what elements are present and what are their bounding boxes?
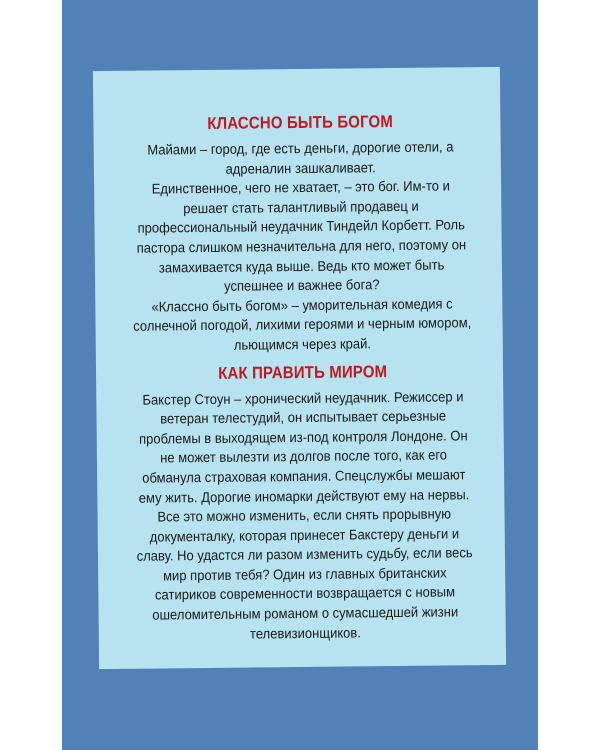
section-2-paragraph-1: Бакстер Стоун – хронический неудачник. Режиссер и ветеран телестудий, он испытывает серьезные проблемы в выходящем из-под контроля Лондоне. Он не может вылезти из долгов после того, как его обманула страховая компания. Спецслужбы мешают ему жить. Дорогие иномарки действуют ему на нервы. Все это можно изменить, если снять прорывную документалку, которая принесет Бакстеру деньги и славу. Но удастся ли разом изменить судьбу, если весь мир против тебя? Один из главных британских сатириков современности возвращается с новым ошеломительным романом о сумасшедшей жизни телевизионщиков. [136, 387, 473, 642]
section-1-title: КЛАССНО БЫТЬ БОГОМ [207, 112, 394, 133]
section-1-paragraph-1: Майами – город, где есть деньги, дорогие отели, а адреналин зашкаливает. [147, 138, 454, 177]
cover-text [118, 111, 488, 645]
section-2-title: КАК ПРАВИТЬ МИРОМ [218, 361, 388, 383]
section-1-paragraph-3: «Классно быть богом» – уморительная комедия с солнечной погодой, лихими героями и черным юмором, льющимся через край. [133, 295, 472, 353]
section-1-paragraph-2: Единственное, чего не хватает, – это бог. Им-то и решает стать талантливый продавец и профессиональный неудачник Тиндейл Корбетт. Роль пастора слишком незначительна для него, поэтому он замахивается куда выше. Ведь кто может быть успешнее и важнее бога? [136, 177, 467, 294]
